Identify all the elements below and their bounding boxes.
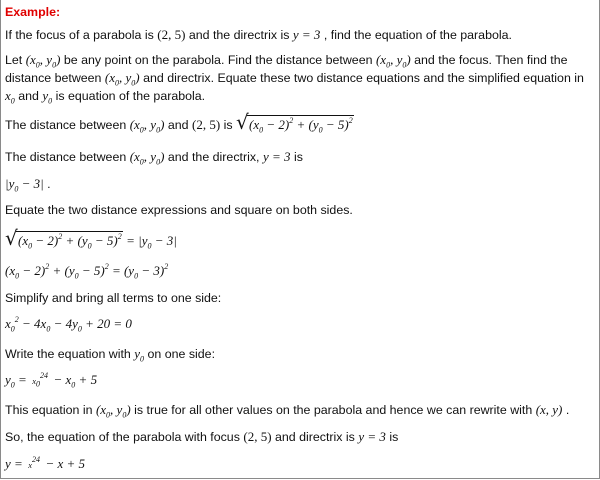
simplified-equation: $x_0^2 - 4x_0 - 4y_0 + 20 = 0$ — [5, 315, 132, 334]
distance-to-directrix: The distance between ($x_0$, $y_0$) and the directrix, y = 3 is — [5, 149, 303, 167]
solution-intro: Let ($x_0$, $y_0$) be any point on the parabola. Find the distance between ($x_0$, $y_0$) and the focus. Then find the distance between ($x_0$, $y_0$) and directrix. Equate these two distance equations and the simplified equation in $x_0$ and $y_0$ is equation of the parabola. — [5, 52, 584, 106]
final-equation: $y = x^{24} - x + 5$ — [5, 454, 86, 471]
focus-point: (2, 5) — [157, 27, 186, 42]
squared-distance-equation: √ $(x_0 - 2)^2 + (y_0 - 5)^2 = |y_0 - 3|$ — [5, 226, 177, 251]
focus-distance-radical: √ $(x_0 - 2)^2 + (y_0 - 5)^2$ — [236, 110, 353, 135]
conclusion-statement: So, the equation of the parabola with focus (2, 5) and directrix is y = 3 is — [5, 429, 399, 444]
directrix-eq: y = 3 — [292, 27, 321, 42]
directrix-distance-expr: $|y_0 - 3|$ . — [5, 176, 51, 194]
write-instruction: Write the equation with $y_0$ on one side: — [5, 346, 216, 364]
example-heading: Example: — [5, 5, 61, 19]
equate-instruction: Equate the two distance expressions and square on both sides. — [5, 203, 353, 217]
distance-to-focus: The distance between ($x_0$, $y_0$) and (2, 5) is √ $(x_0 - 2)^2 + (y_0 - 5)^2$ — [5, 110, 353, 135]
rewrite-statement: This equation in ($x_0$, $y_0$) is true for all other values on the parabola and hence we can rewrite with (x, y) . — [5, 402, 570, 420]
simplify-instruction: Simplify and bring all terms to one side: — [5, 291, 222, 305]
solved-equation: $y_0 = x_0^{24} - x_0 + 5$ — [5, 370, 98, 390]
problem-statement: If the focus of a parabola is (2, 5) and the directrix is y = 3 , find the equation of the parabola. — [5, 27, 512, 42]
expanded-equation: $(x_0 - 2)^2 + (y_0 - 5)^2 = (y_0 - 3)^2$ — [5, 262, 169, 281]
